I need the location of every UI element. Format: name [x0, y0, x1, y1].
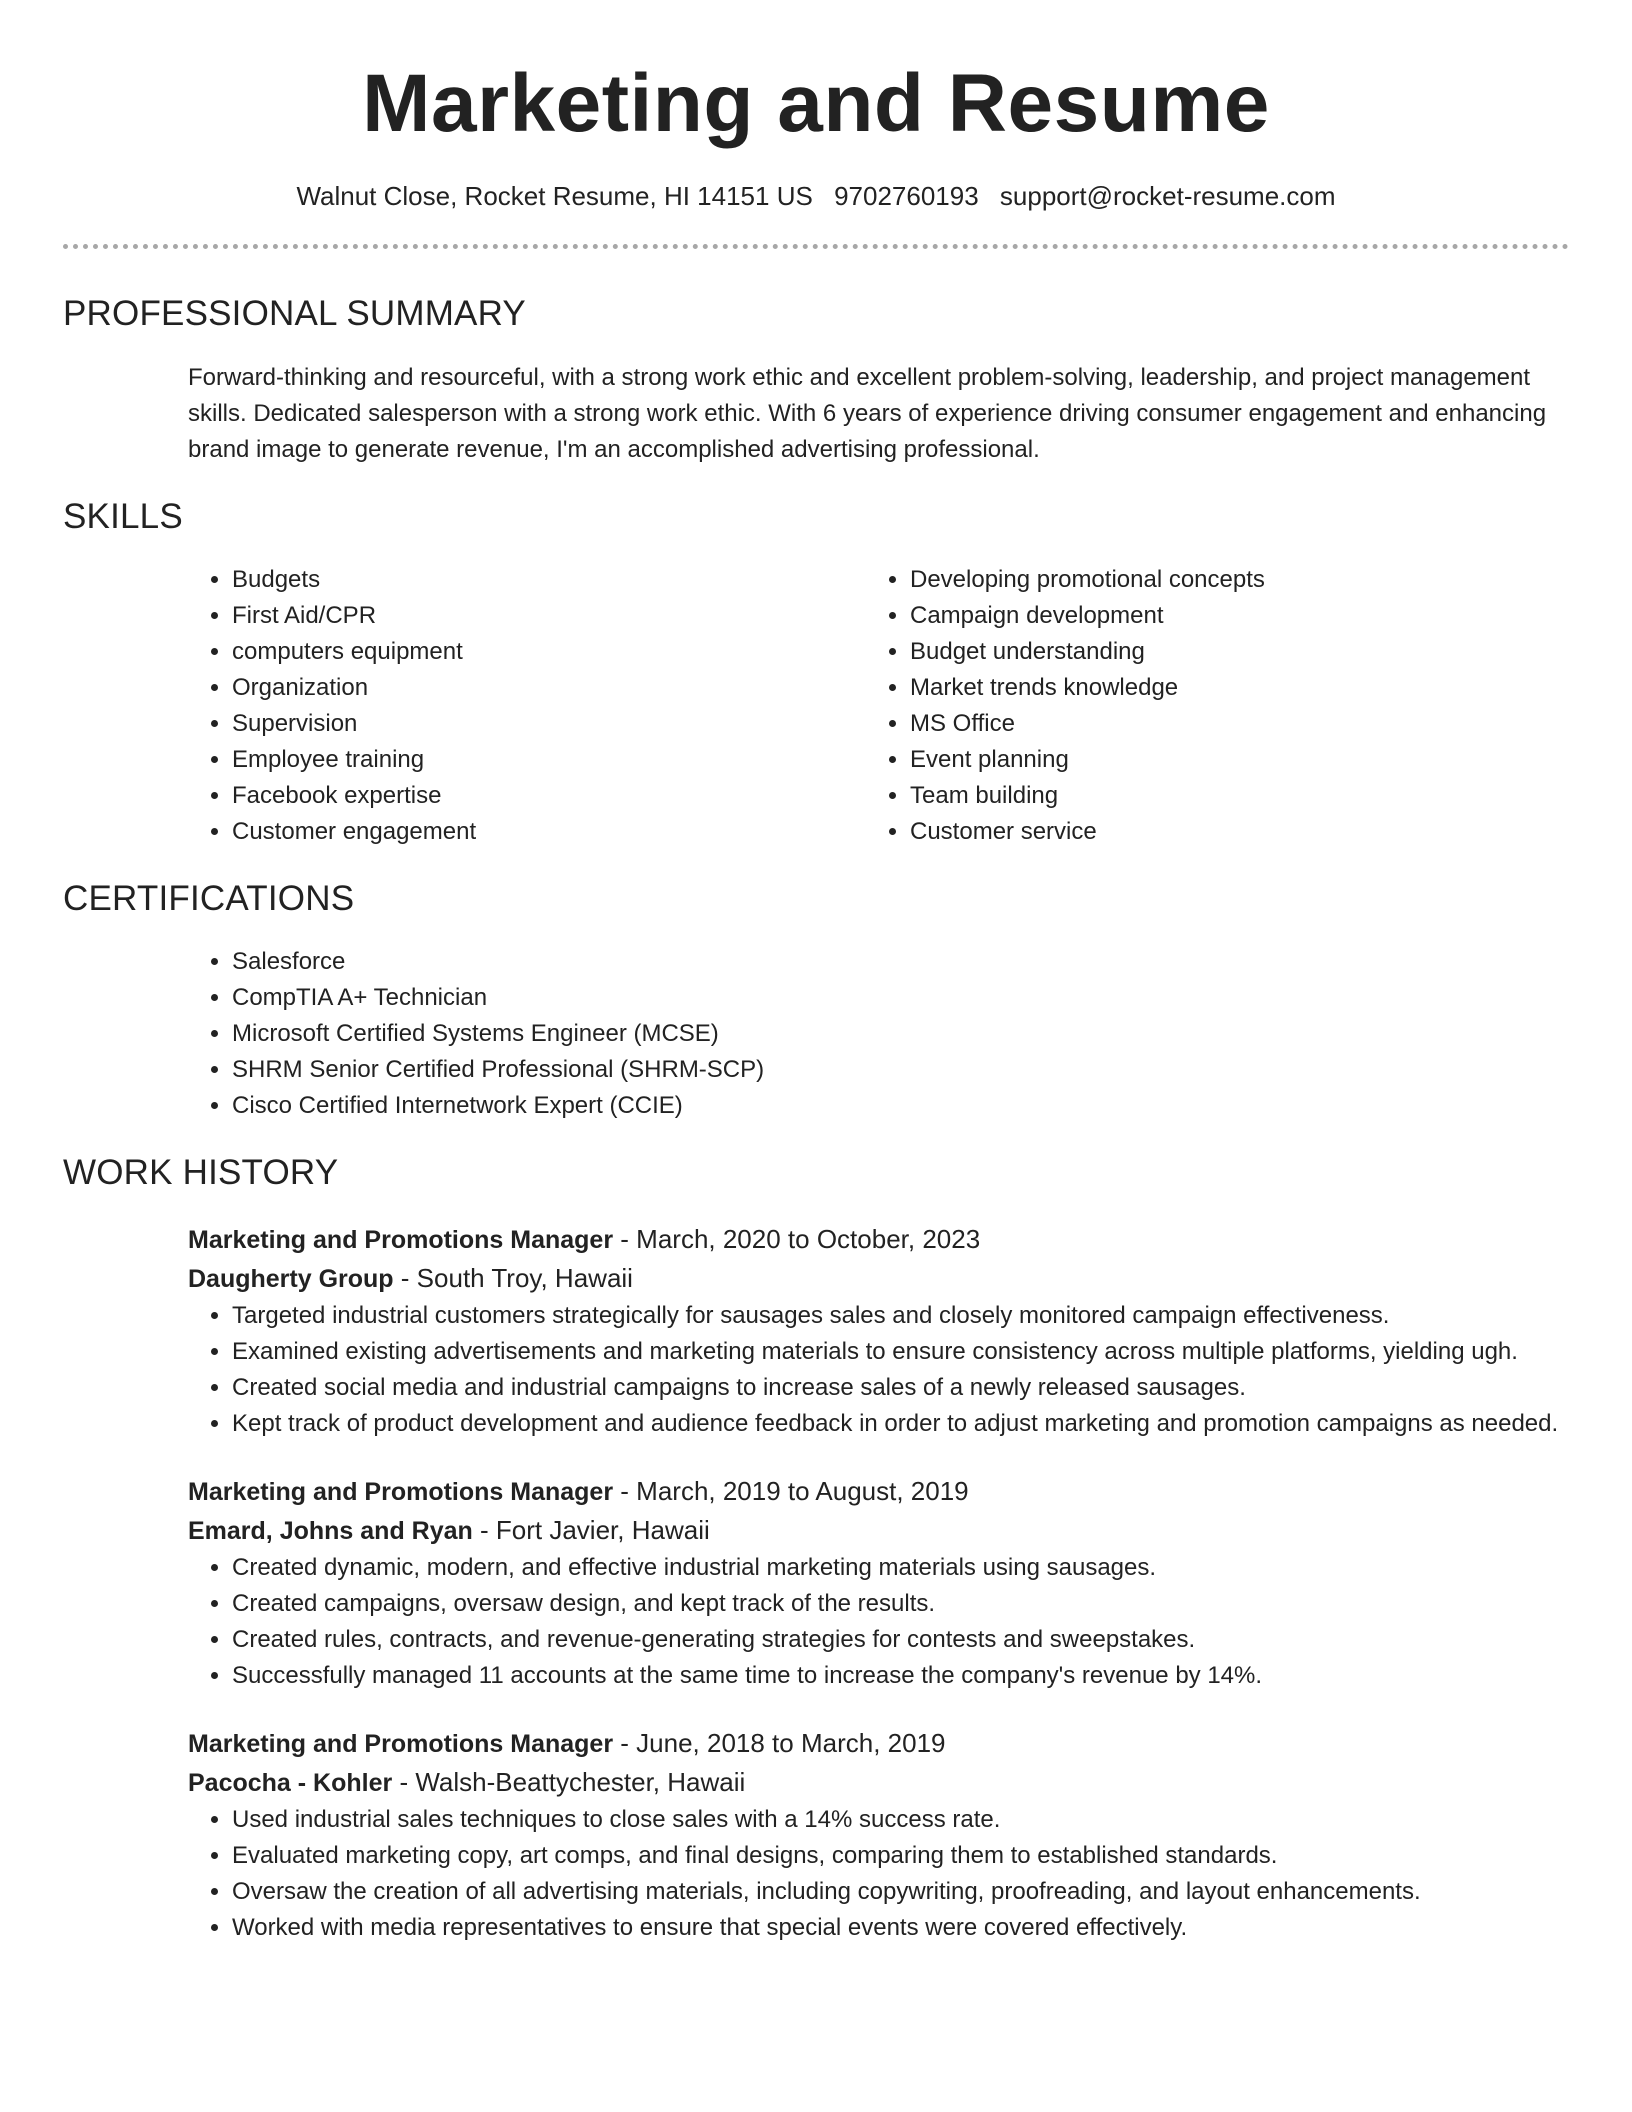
skill-item: • Facebook expertise — [232, 778, 866, 814]
certification-item: • Microsoft Certified Systems Engineer (MCSE) — [232, 1016, 1569, 1052]
work-history-section — [63, 1220, 1569, 1946]
resume-name: Marketing and Resume — [362, 58, 1270, 149]
certification-item: • SHRM Senior Certified Professional (SHRM-SCP) — [232, 1052, 1569, 1088]
job-bullet: • Targeted industrial customers strategically for sausages sales and closely monitored campaign effectiveness. — [232, 1298, 1569, 1334]
skill-item: • computers equipment — [232, 634, 866, 670]
job-entry — [188, 1724, 1569, 1946]
job-bullet: • Kept track of product development and audience feedback in order to adjust marketing and promotion campaigns as needed. — [232, 1406, 1569, 1442]
skill-item: • Budgets — [232, 562, 866, 598]
job-bullet: • Created dynamic, modern, and effective industrial marketing materials using sausages. — [232, 1550, 1569, 1586]
skill-item: • Supervision — [232, 706, 866, 742]
job-bullet: • Worked with media representatives to ensure that special events were covered effectively. — [232, 1910, 1569, 1946]
skill-item: • Team building — [910, 778, 1544, 814]
skill-item: • Campaign development — [910, 598, 1544, 634]
skill-item: • Customer service — [910, 814, 1544, 850]
job-location: - Walsh-Beattychester, Hawaii — [392, 1767, 746, 1797]
work-history-heading: WORK HISTORY — [63, 1153, 339, 1192]
job-bullet: • Oversaw the creation of all advertising materials, including copywriting, proofreading, and layout enhancements. — [232, 1874, 1569, 1910]
summary-heading: PROFESSIONAL SUMMARY — [63, 294, 526, 333]
job-title-line — [188, 1220, 1569, 1259]
summary-text: Forward-thinking and resourceful, with a strong work ethic and excellent problem-solving, leadership, and project management skills. Dedicated salesperson with a strong work ethic. With 6 years of experience driving consumer engagement and enhancing brand image to generate revenue, I'm an accomplished advertising professional. — [188, 364, 1547, 463]
certification-item: • Salesforce — [232, 944, 1569, 980]
job-role: Marketing and Promotions Manager — [188, 1478, 614, 1506]
skills-column-left — [188, 562, 866, 850]
skills-section — [63, 562, 1569, 850]
skills-heading: SKILLS — [63, 497, 183, 536]
job-dates: - June, 2018 to March, 2019 — [613, 1728, 946, 1758]
certification-item: • CompTIA A+ Technician — [232, 980, 1569, 1016]
job-bullet: • Evaluated marketing copy, art comps, and final designs, comparing them to established standards. — [232, 1838, 1569, 1874]
job-company: Pacocha - Kohler — [188, 1769, 393, 1797]
job-company: Emard, Johns and Ryan — [188, 1517, 473, 1545]
job-bullet: • Successfully managed 11 accounts at the same time to increase the company's revenue by 14%. — [232, 1658, 1569, 1694]
job-location: - Fort Javier, Hawaii — [472, 1515, 710, 1545]
job-company-line — [188, 1763, 1569, 1802]
job-location: - South Troy, Hawaii — [393, 1263, 633, 1293]
skill-item: • Event planning — [910, 742, 1544, 778]
skill-item: • Market trends knowledge — [910, 670, 1544, 706]
job-bullet: • Created social media and industrial campaigns to increase sales of a newly released sausages. — [232, 1370, 1569, 1406]
job-title-line — [188, 1724, 1569, 1763]
job-dates: - March, 2019 to August, 2019 — [613, 1476, 969, 1506]
skill-item: • Budget understanding — [910, 634, 1544, 670]
certifications-section — [63, 944, 1569, 1124]
certification-item: • Cisco Certified Internetwork Expert (CCIE) — [232, 1088, 1569, 1124]
contact-line — [63, 180, 1569, 212]
skill-item: • Organization — [232, 670, 866, 706]
job-entry — [188, 1220, 1569, 1442]
skill-item: • MS Office — [910, 706, 1544, 742]
header-divider — [63, 244, 1569, 249]
skill-item: • Employee training — [232, 742, 866, 778]
job-role: Marketing and Promotions Manager — [188, 1226, 614, 1254]
contact-address: Walnut Close, Rocket Resume, HI 14151 US — [296, 181, 813, 211]
summary-section — [63, 360, 1569, 468]
skill-item: • Customer engagement — [232, 814, 866, 850]
skill-item: • Developing promotional concepts — [910, 562, 1544, 598]
job-bullet: • Examined existing advertisements and marketing materials to ensure consistency across multiple platforms, yielding ugh. — [232, 1334, 1569, 1370]
job-dates: - March, 2020 to October, 2023 — [613, 1224, 981, 1254]
skills-column-right — [866, 562, 1544, 850]
contact-phone: 9702760193 — [834, 181, 979, 211]
job-role: Marketing and Promotions Manager — [188, 1730, 614, 1758]
contact-email: support@rocket-resume.com — [999, 181, 1336, 211]
job-title-line — [188, 1472, 1569, 1511]
job-company-line — [188, 1511, 1569, 1550]
job-entry — [188, 1472, 1569, 1694]
job-company: Daugherty Group — [188, 1265, 394, 1293]
skill-item: • First Aid/CPR — [232, 598, 866, 634]
job-bullet: • Created campaigns, oversaw design, and kept track of the results. — [232, 1586, 1569, 1622]
job-company-line — [188, 1259, 1569, 1298]
certifications-heading: CERTIFICATIONS — [63, 879, 355, 918]
job-bullet: • Created rules, contracts, and revenue-generating strategies for contests and sweepstakes. — [232, 1622, 1569, 1658]
job-bullet: • Used industrial sales techniques to close sales with a 14% success rate. — [232, 1802, 1569, 1838]
